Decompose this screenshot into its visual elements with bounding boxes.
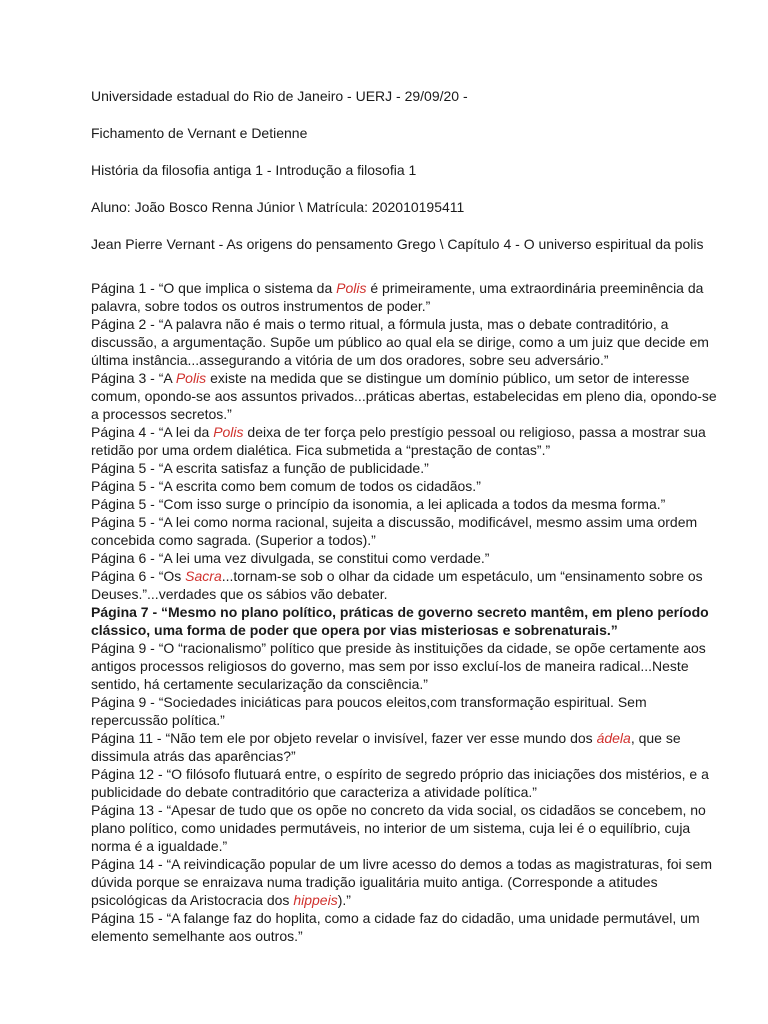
citation-text: Página 14 - “A reivindicação popular de um livre acesso do demos a todas as magistraturas, foi sem dúvida porque se enraizava numa tradição igualitária muito antiga. (Corresponde a atitudes psicológicas da Aristocracia dos — [91, 856, 712, 908]
citation-entry — [91, 729, 721, 765]
citation-entry — [91, 801, 721, 855]
emphasized-term: ádela — [596, 730, 631, 746]
document-header — [91, 87, 721, 253]
citation-text: Página 5 - “Com isso surge o princípio da isonomia, a lei aplicada a todos da mesma forma.” — [91, 496, 666, 512]
citation-entry — [91, 639, 721, 693]
citation-text: Página 1 - “O que implica o sistema da — [91, 280, 337, 296]
university-line: Universidade estadual do Rio de Janeiro - UERJ - 29/09/20 - — [91, 88, 468, 104]
citation-text: Página 6 - “Os — [91, 568, 186, 584]
fichamento-title: Fichamento de Vernant e Detienne — [91, 125, 308, 141]
citation-text: Página 13 - “Apesar de tudo que os opõe no concreto da vida social, os cidadãos se concebem, no plano político, como unidades permutáveis, no interior de um sistema, cuja lei é o equilíbrio, cuja norma é a igualdade.” — [91, 802, 706, 854]
citation-text: ).” — [337, 892, 351, 908]
emphasized-term: Sacra — [185, 568, 222, 584]
citation-text: Página 7 - “Mesmo no plano político, práticas de governo secreto mantêm, em pleno período clássico, uma forma de poder que opera por vias misteriosas e sobrenaturais.” — [91, 604, 709, 638]
citation-text: ...tornam-se sob o olhar da cidade um espetáculo, um “ensinamento sobre os Deuses.”...verdades que os sábios vão debater. — [91, 568, 703, 602]
citation-entry — [91, 315, 721, 369]
citation-text: Página 2 - “A palavra não é mais o termo ritual, a fórmula justa, mas o debate contraditório, a discussão, a argumentação. Supõe um público ao qual ela se dirige, como a um juiz que decide em última instância...assegurando a vitória de um dos oradores, sobre seu adversário.” — [91, 316, 709, 368]
reference-line: Jean Pierre Vernant - As origens do pensamento Grego \ Capítulo 4 - O universo espiritual da polis — [91, 236, 704, 252]
citation-text: deixa de ter força pelo prestígio pessoal ou religioso, passa a mostrar sua retidão por uma ordem dialética. Fica submetida a “prestação de contas”.” — [91, 424, 706, 458]
citation-text: Página 9 - “O “racionalismo” político que preside às instituições da cidade, se opõe certamente aos antigos processos religiosos do governo, mas sem por isso excluí-los de maneira radical...Neste sentido, há certamente secularização da consciência.” — [91, 640, 706, 692]
citation-entry — [91, 765, 721, 801]
citation-text: existe na medida que se distingue um domínio público, um setor de interesse comum, opondo-se aos assuntos privados...práticas abertas, estabelecidas em pleno dia, opondo-se a processos secretos.” — [91, 370, 717, 422]
citation-text: Página 4 - “A lei da — [91, 424, 214, 440]
citation-entry — [91, 693, 721, 729]
citation-text: Página 12 - “O filósofo flutuará entre, o espírito de segredo próprio das iniciações dos mistérios, e a publicidade do debate contraditório que caracteriza a atividade política.” — [91, 766, 709, 800]
emphasized-term: Polis — [213, 424, 244, 440]
citation-entry — [91, 909, 721, 945]
emphasized-term: Polis — [336, 280, 367, 296]
citation-entry — [91, 279, 721, 315]
citation-entry — [91, 369, 721, 423]
citation-text: Página 15 - “A falange faz do hoplita, como a cidade faz do cidadão, uma unidade permutável, um elemento semelhante aos outros.” — [91, 910, 700, 944]
citation-entry — [91, 603, 721, 639]
emphasized-term: hippeis — [293, 892, 338, 908]
citation-entry — [91, 513, 721, 549]
citation-text: Página 5 - “A escrita satisfaz a função de publicidade.” — [91, 460, 429, 476]
citation-text: Página 11 - “Não tem ele por objeto revelar o invisível, fazer ver esse mundo dos — [91, 730, 597, 746]
emphasized-term: Polis — [175, 370, 207, 386]
citation-entry — [91, 423, 721, 459]
citation-list — [91, 279, 721, 945]
citation-entry — [91, 459, 721, 477]
citation-entry — [91, 495, 721, 513]
citation-entry — [91, 549, 721, 567]
citation-text: Página 5 - “A escrita como bem comum de todos os cidadãos.” — [91, 478, 481, 494]
citation-text: Página 3 - “A — [91, 370, 176, 386]
citation-text: Página 5 - “A lei como norma racional, sujeita a discussão, modificável, mesmo assim uma ordem concebida como sagrada. (Superior a todos).” — [91, 514, 698, 548]
citation-entry — [91, 477, 721, 495]
citation-text: , que se dissimula atrás das aparências?” — [91, 730, 681, 764]
citation-text: é primeiramente, uma extraordinária preeminência da palavra, sobre todos os outros instrumentos de poder.” — [91, 280, 704, 314]
citation-text: Página 6 - “A lei uma vez divulgada, se constitui como verdade.” — [91, 550, 490, 566]
citation-entry — [91, 567, 721, 603]
course-line: História da filosofia antiga 1 - Introdução a filosofia 1 — [91, 162, 417, 178]
student-line: Aluno: João Bosco Renna Júnior \ Matrícula: 202010195411 — [91, 199, 465, 215]
citation-entry — [91, 855, 721, 909]
citation-text: Página 9 - “Sociedades iniciáticas para poucos eleitos,com transformação espiritual. Sem repercussão política.” — [91, 694, 647, 728]
